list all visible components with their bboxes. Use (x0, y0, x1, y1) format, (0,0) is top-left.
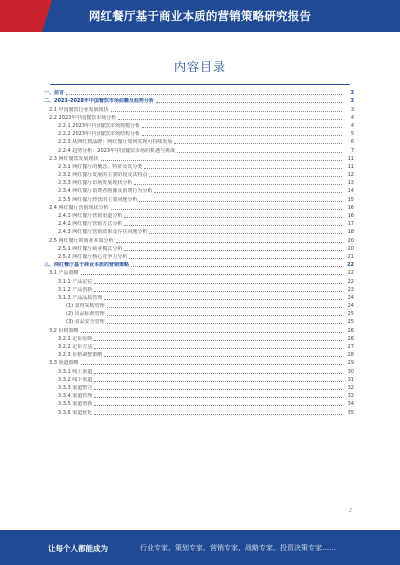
toc-entry-page: 25 (347, 319, 354, 326)
toc-entry[interactable] (44, 260, 354, 268)
toc-entry[interactable] (44, 309, 354, 317)
toc-entry-label: 2.4 网红餐厅营销现状分析 (49, 204, 109, 211)
toc-entry-label: 二、2023-2028年中国餐饮市场前瞻及趋势分析 (44, 98, 154, 105)
toc-entry-label: (2) 出品标准管理 (66, 311, 105, 318)
toc-entry-label: 2.5.1 网红餐厅商业模式分析 (58, 245, 123, 252)
toc-entry-page: 3 (350, 90, 354, 97)
toc-entry-page: 33 (347, 393, 354, 400)
toc-entry-page: 7 (350, 147, 354, 154)
toc-leader-dots (118, 119, 342, 120)
toc-entry-label: 3.3.2 线下渠道 (58, 376, 93, 383)
top-banner (0, 0, 400, 32)
toc-entry-label: 2.3.4 网红餐厅消费者画像及消费行为分析 (58, 188, 153, 195)
toc-leader-dots (142, 127, 342, 128)
toc-entry-page: 24 (347, 303, 354, 310)
toc-entry-label: 2.2.1 2023年中国餐饮市场规模分析 (58, 122, 141, 129)
toc-leader-dots (94, 291, 342, 292)
toc-entry[interactable] (44, 293, 354, 301)
toc-entry[interactable] (44, 276, 354, 284)
toc-entry-page: 26 (347, 335, 354, 342)
toc-entry[interactable] (44, 121, 354, 129)
toc-entry[interactable] (44, 162, 354, 170)
toc-entry-label: 3.3.1 线上渠道 (58, 368, 93, 375)
table-of-contents (44, 88, 354, 416)
toc-entry[interactable] (44, 366, 354, 374)
toc-entry-page: 16 (347, 204, 354, 211)
toc-leader-dots (144, 168, 342, 169)
toc-entry-label: 2.4.3 网红餐厅营销效果及存在问题分析 (58, 229, 148, 236)
toc-entry-label: 2.2 2023年中国餐饮市场分析 (49, 114, 117, 121)
toc-entry-label: 3.3 渠道策略 (49, 360, 79, 367)
toc-entry-page: 30 (347, 368, 354, 375)
toc-entry-label: 三、网红餐厅基于商业本质的营销策略 (44, 262, 130, 269)
toc-entry-page: 3 (350, 106, 354, 113)
footer-banner (0, 530, 400, 565)
toc-entry-label: 2.2.4 趋势分析：2023年中国餐饮市场的机遇与挑战 (58, 147, 176, 154)
toc-entry-label: 2.3.1 网红餐厅的概念、特征及其分类 (58, 163, 143, 170)
toc-entry[interactable] (44, 285, 354, 293)
toc-leader-dots (139, 201, 342, 202)
toc-leader-dots (94, 381, 342, 382)
toc-entry[interactable] (44, 96, 354, 104)
toc-entry-page: 23 (347, 286, 354, 293)
footer-tagline: 行业专家、策划专家、营销专家、战略专家、投资决策专家…… (140, 544, 336, 552)
toc-entry-page: 16 (347, 213, 354, 219)
toc-entry-label: 3.1 产品策略 (49, 270, 79, 277)
toc-entry-page: 4 (350, 122, 354, 129)
toc-entry-page: 22 (347, 270, 354, 277)
toc-entry-page: 32 (347, 384, 354, 391)
toc-entry[interactable] (44, 407, 354, 415)
toc-entry-page: 29 (347, 360, 354, 367)
toc-entry-page: 27 (347, 344, 354, 350)
toc-entry-page: 25 (347, 311, 354, 318)
toc-leader-dots (111, 209, 342, 210)
toc-entry-page: 14 (347, 188, 354, 195)
toc-leader-dots (94, 397, 342, 398)
toc-entry-label: (3) 食品安全管理 (66, 319, 105, 326)
toc-entry[interactable] (44, 194, 354, 202)
toc-entry[interactable] (44, 342, 354, 350)
toc-entry-page: 11 (347, 155, 354, 162)
toc-leader-dots (116, 242, 342, 243)
toc-entry[interactable] (44, 244, 354, 252)
toc-leader-dots (94, 283, 342, 284)
toc-entry-page: 11 (347, 163, 354, 170)
toc-entry-page: 3 (350, 98, 354, 105)
toc-entry-page: 17 (347, 221, 354, 228)
toc-entry-label: 3.2.1 定价原则 (58, 335, 93, 342)
toc-leader-dots (94, 389, 342, 390)
toc-leader-dots (107, 307, 342, 308)
toc-entry-label: 2.4.2 网红餐厅营销方式分析 (58, 221, 123, 228)
toc-leader-dots (129, 258, 342, 259)
toc-leader-dots (131, 266, 342, 267)
toc-entry[interactable] (44, 350, 354, 358)
toc-entry[interactable] (44, 170, 354, 178)
toc-entry-label: 2.1 中国餐饮行业发展现状 (49, 106, 109, 113)
toc-leader-dots (94, 373, 342, 374)
toc-entry-label: 2.3 网红餐饮发展现状 (49, 155, 99, 162)
toc-leader-dots (111, 111, 342, 112)
toc-entry[interactable] (44, 219, 354, 227)
toc-entry-label: 3.3.4 渠道管理 (58, 393, 93, 400)
toc-entry-label: 2.5.2 网红餐厅核心竞争力分析 (58, 253, 128, 260)
toc-entry[interactable] (44, 129, 354, 137)
toc-leader-dots (134, 184, 342, 185)
toc-entry-label: 3.1.3 产品品质管理 (58, 294, 103, 301)
toc-leader-dots (156, 102, 342, 103)
toc-entry[interactable] (44, 178, 354, 186)
toc-entry-label: 3.3.3 渠道整合 (58, 384, 93, 391)
toc-entry-label: 2.3.5 网红餐厅经营的主要问题分析 (58, 196, 138, 203)
toc-entry[interactable] (44, 375, 354, 383)
toc-entry-page: 31 (347, 376, 354, 383)
toc-entry-page: 20 (347, 237, 354, 244)
toc-leader-dots (154, 192, 342, 193)
toc-entry-label: 3.3.5 渠道创新 (58, 401, 93, 408)
toc-leader-dots (142, 135, 342, 136)
toc-entry-label: 2.2.2 2023年中国餐饮市场结构分析 (58, 131, 141, 138)
toc-entry[interactable] (44, 325, 354, 333)
toc-leader-dots (66, 94, 342, 95)
toc-entry[interactable] (44, 137, 354, 145)
toc-entry[interactable] (44, 154, 354, 162)
toc-entry-page: 26 (347, 327, 354, 334)
toc-entry-label: 3.2.2 定价方法 (58, 344, 93, 350)
toc-leader-dots (149, 176, 342, 177)
toc-entry[interactable] (44, 399, 354, 407)
toc-leader-dots (107, 315, 342, 316)
toc-leader-dots (174, 143, 342, 144)
toc-entry-page: 12 (347, 172, 354, 179)
toc-entry-label: 3.1.2 产品创新 (58, 286, 93, 293)
report-title: 网红餐厅基于商业本质的营销策略研究报告 (88, 9, 312, 23)
toc-entry-label: 3.3.6 渠道优化 (58, 409, 93, 416)
toc-entry-page: 21 (347, 253, 354, 260)
toc-entry[interactable] (44, 227, 354, 235)
toc-entry-page: 22 (347, 278, 354, 285)
toc-entry[interactable] (44, 186, 354, 194)
toc-leader-dots (149, 233, 342, 234)
toc-entry-page: 20 (347, 245, 354, 252)
toc-leader-dots (124, 225, 342, 226)
toc-divider (50, 84, 350, 85)
toc-entry-label: 2.2.3 从网红到品牌：网红餐厅如何实现可持续发展 (58, 139, 173, 146)
toc-entry[interactable] (44, 317, 354, 325)
toc-entry-page: 13 (347, 180, 354, 187)
toc-heading: 内容目录 (173, 60, 226, 74)
toc-entry-page: 35 (347, 409, 354, 416)
toc-leader-dots (104, 299, 342, 300)
toc-entry[interactable] (44, 334, 354, 342)
toc-entry[interactable] (44, 268, 354, 276)
toc-entry-label: 3.1.1 产品定位 (58, 278, 93, 285)
toc-leader-dots (104, 356, 342, 357)
toc-leader-dots (177, 152, 342, 153)
toc-entry-label: 3.2 价格策略 (49, 327, 79, 334)
toc-entry-page: 34 (347, 401, 354, 408)
toc-entry-label: 一、前言 (44, 90, 65, 97)
toc-entry[interactable] (44, 113, 354, 121)
toc-entry-label: 2.5 网红餐厅的商业本质分析 (49, 237, 114, 244)
toc-entry-page: 5 (350, 131, 354, 138)
toc-entry-page: 18 (347, 229, 354, 236)
toc-leader-dots (101, 160, 342, 161)
page-number: 2 (348, 508, 352, 514)
toc-entry-label: 2.4.1 网红餐厅营销渠道分析 (58, 213, 123, 219)
toc-leader-dots (107, 323, 342, 324)
toc-entry-page: 15 (347, 196, 354, 203)
toc-entry-label: 2.3.2 网红餐厅发展的主要阶段及其特点 (58, 172, 148, 179)
toc-entry[interactable] (44, 358, 354, 366)
toc-entry[interactable] (44, 203, 354, 211)
toc-entry-label: (1) 食材采购管理 (66, 303, 105, 310)
toc-entry-page: 28 (347, 352, 354, 359)
toc-entry-page: 4 (350, 114, 354, 121)
toc-entry[interactable] (44, 301, 354, 309)
toc-leader-dots (94, 414, 342, 415)
toc-leader-dots (124, 250, 342, 251)
toc-entry[interactable] (44, 235, 354, 243)
toc-entry-label: 3.2.3 价格调整策略 (58, 352, 103, 359)
toc-entry-page: 24 (347, 294, 354, 301)
toc-entry[interactable] (44, 252, 354, 260)
toc-leader-dots (81, 332, 342, 333)
toc-leader-dots (81, 274, 342, 275)
toc-leader-dots (124, 217, 342, 218)
toc-leader-dots (94, 348, 342, 349)
toc-leader-dots (94, 405, 342, 406)
toc-entry-page: 6 (350, 139, 354, 146)
toc-entry[interactable] (44, 104, 354, 112)
toc-entry[interactable] (44, 383, 354, 391)
toc-entry[interactable] (44, 211, 354, 219)
toc-leader-dots (94, 340, 342, 341)
toc-entry[interactable] (44, 145, 354, 153)
toc-leader-dots (81, 364, 342, 365)
footer-slogan: 让每个人都能成为 (48, 544, 108, 553)
toc-entry[interactable] (44, 391, 354, 399)
toc-entry-label: 2.3.3 网红餐厅市场发展现状分析 (58, 180, 133, 187)
toc-entry-page: 22 (347, 262, 354, 269)
toc-entry[interactable] (44, 88, 354, 96)
